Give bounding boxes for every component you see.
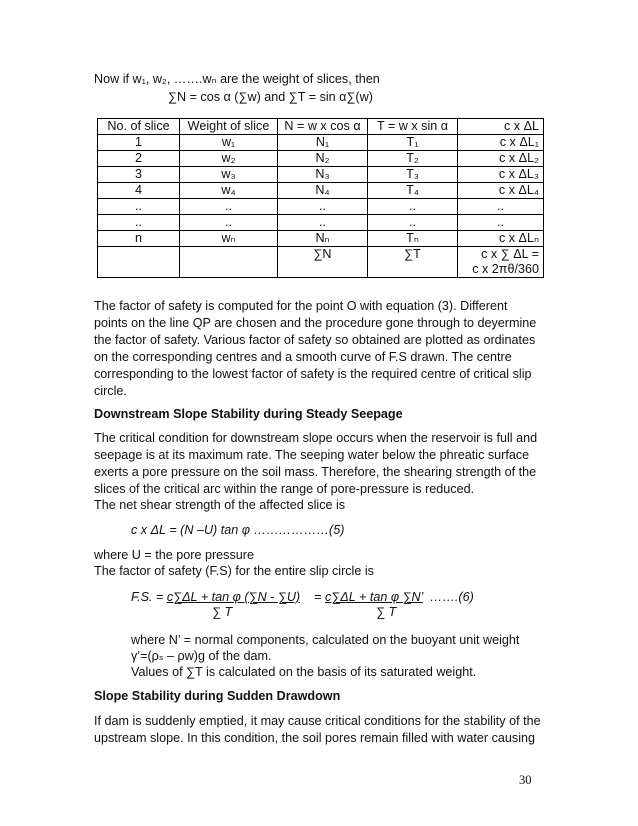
table-cell: c x ΔL₄	[458, 183, 544, 199]
table-cell: N₂	[278, 151, 368, 167]
text-line: where N’ = normal components, calculated on the buoyant unit weight	[131, 633, 520, 647]
text-line: If dam is suddenly emptied, it may cause critical conditions for the stability of the	[94, 714, 541, 728]
text-line: circle.	[94, 384, 127, 398]
table-cell: T₂	[368, 151, 458, 167]
eq6-lhs: F.S. =	[131, 590, 167, 604]
page-number: 30	[519, 773, 532, 787]
table-cell: ..	[98, 199, 180, 215]
eq6-numerator-2: c∑ΔL + tan φ ∑N’	[325, 590, 423, 604]
total-formula: c x 2πθ/360	[472, 262, 539, 276]
table-cell: w₄	[180, 183, 278, 199]
table-cell: Nₙ	[278, 231, 368, 247]
table-cell	[98, 247, 180, 278]
text-line: γ’=(ρₛ – ρw)g of the dam.	[131, 649, 272, 663]
text-line: seepage is at its maximum rate. The seeping water below the phreatic surface	[94, 448, 530, 462]
table-cell: c x ΔL₃	[458, 167, 544, 183]
where-pore-pressure: where U = the pore pressure	[94, 548, 254, 562]
fs-intro: The factor of safety (F.S) for the entire slip circle is	[94, 564, 374, 578]
table-cell: c x ΔLₙ	[458, 231, 544, 247]
eq6-numerator-1: c∑ΔL + tan φ (∑N - ∑U)	[166, 590, 301, 604]
equation-6	[131, 589, 474, 605]
table-cell: ..	[458, 199, 544, 215]
table-cell: ..	[180, 215, 278, 231]
intro-line-2: ∑N = cos α (∑w) and ∑T = sin α∑(w)	[168, 90, 373, 104]
table-cell: n	[98, 231, 180, 247]
total-label: c x ∑ ΔL =	[481, 247, 539, 261]
section-heading: Slope Stability during Sudden Drawdown	[94, 689, 341, 703]
table-header: T = w x sin α	[368, 119, 458, 135]
table-row	[98, 231, 544, 247]
table-cell: T₃	[368, 167, 458, 183]
table-cell: wₙ	[180, 231, 278, 247]
eq6-denominator-1: ∑ T	[212, 605, 233, 619]
table-header: N = w x cos α	[278, 119, 368, 135]
text-line: The critical condition for downstream slope occurs when the reservoir is full and	[94, 431, 538, 445]
table-cell: T₁	[368, 135, 458, 151]
text-line: upstream slope. In this condition, the soil pores remain filled with water causing	[94, 731, 536, 745]
table-cell: 1	[98, 135, 180, 151]
table-cell: ..	[368, 199, 458, 215]
table-cell: ..	[278, 199, 368, 215]
table-cell: N₃	[278, 167, 368, 183]
table-cell: ..	[278, 215, 368, 231]
table-row	[98, 183, 544, 199]
table-cell	[458, 247, 544, 278]
table-header: Weight of slice	[180, 119, 278, 135]
table-cell: w₃	[180, 167, 278, 183]
table-cell: ∑T	[368, 247, 458, 278]
section-heading: Downstream Slope Stability during Steady Seepage	[94, 407, 403, 421]
table-header: No. of slice	[98, 119, 180, 135]
table-header-row	[98, 119, 544, 135]
text-line: The factor of safety is computed for the point O with equation (3). Different	[94, 299, 508, 313]
table-cell: N₁	[278, 135, 368, 151]
slice-table	[97, 118, 544, 278]
table-cell: c x ΔL₁	[458, 135, 544, 151]
table-cell: N₄	[278, 183, 368, 199]
text-line: corresponding to the lowest factor of safety is the required centre of critical slip	[94, 367, 532, 381]
table-cell: ..	[458, 215, 544, 231]
table-cell: ..	[368, 215, 458, 231]
table-cell: w₁	[180, 135, 278, 151]
table-cell: ∑N	[278, 247, 368, 278]
eq6-denominator-2: ∑ T	[376, 605, 397, 619]
intro-line-1: Now if w₁, w₂, …….wₙ are the weight of slices, then	[94, 72, 380, 86]
eq6-tail: …….(6)	[422, 590, 474, 604]
text-line: the factor of safety. Various factor of safety so obtained are plotted as ordinates	[94, 333, 536, 347]
table-cell: Tₙ	[368, 231, 458, 247]
text-line: slices of the critical arc within the range of pore-pressure is reduced.	[94, 482, 475, 496]
table-cell: T₄	[368, 183, 458, 199]
text-line: on the corresponding centres and a smooth curve of F.S drawn. The centre	[94, 350, 512, 364]
table-cell: 4	[98, 183, 180, 199]
table-cell: c x ΔL₂	[458, 151, 544, 167]
text-line: The net shear strength of the affected slice is	[94, 498, 346, 512]
text-line: exerts a pore pressure on the soil mass. Therefore, the shearing strength of the	[94, 465, 537, 479]
table-cell: 2	[98, 151, 180, 167]
table-row	[98, 135, 544, 151]
table-cell: ..	[98, 215, 180, 231]
table-header: c x ΔL	[458, 119, 544, 135]
table-row	[98, 167, 544, 183]
eq6-mid: =	[300, 590, 325, 604]
text-line: Values of ∑T is calculated on the basis of its saturated weight.	[131, 665, 477, 679]
equation-5: c x ΔL = (N –U) tan φ ………………(5)	[131, 523, 345, 537]
table-row	[98, 199, 544, 215]
table-total-row	[98, 247, 544, 278]
table-row	[98, 151, 544, 167]
table-cell: ..	[180, 199, 278, 215]
table-row	[98, 215, 544, 231]
text-line: points on the line QP are chosen and the procedure gone through to deyermine	[94, 316, 537, 330]
table-cell: 3	[98, 167, 180, 183]
table-cell	[180, 247, 278, 278]
table-cell: w₂	[180, 151, 278, 167]
